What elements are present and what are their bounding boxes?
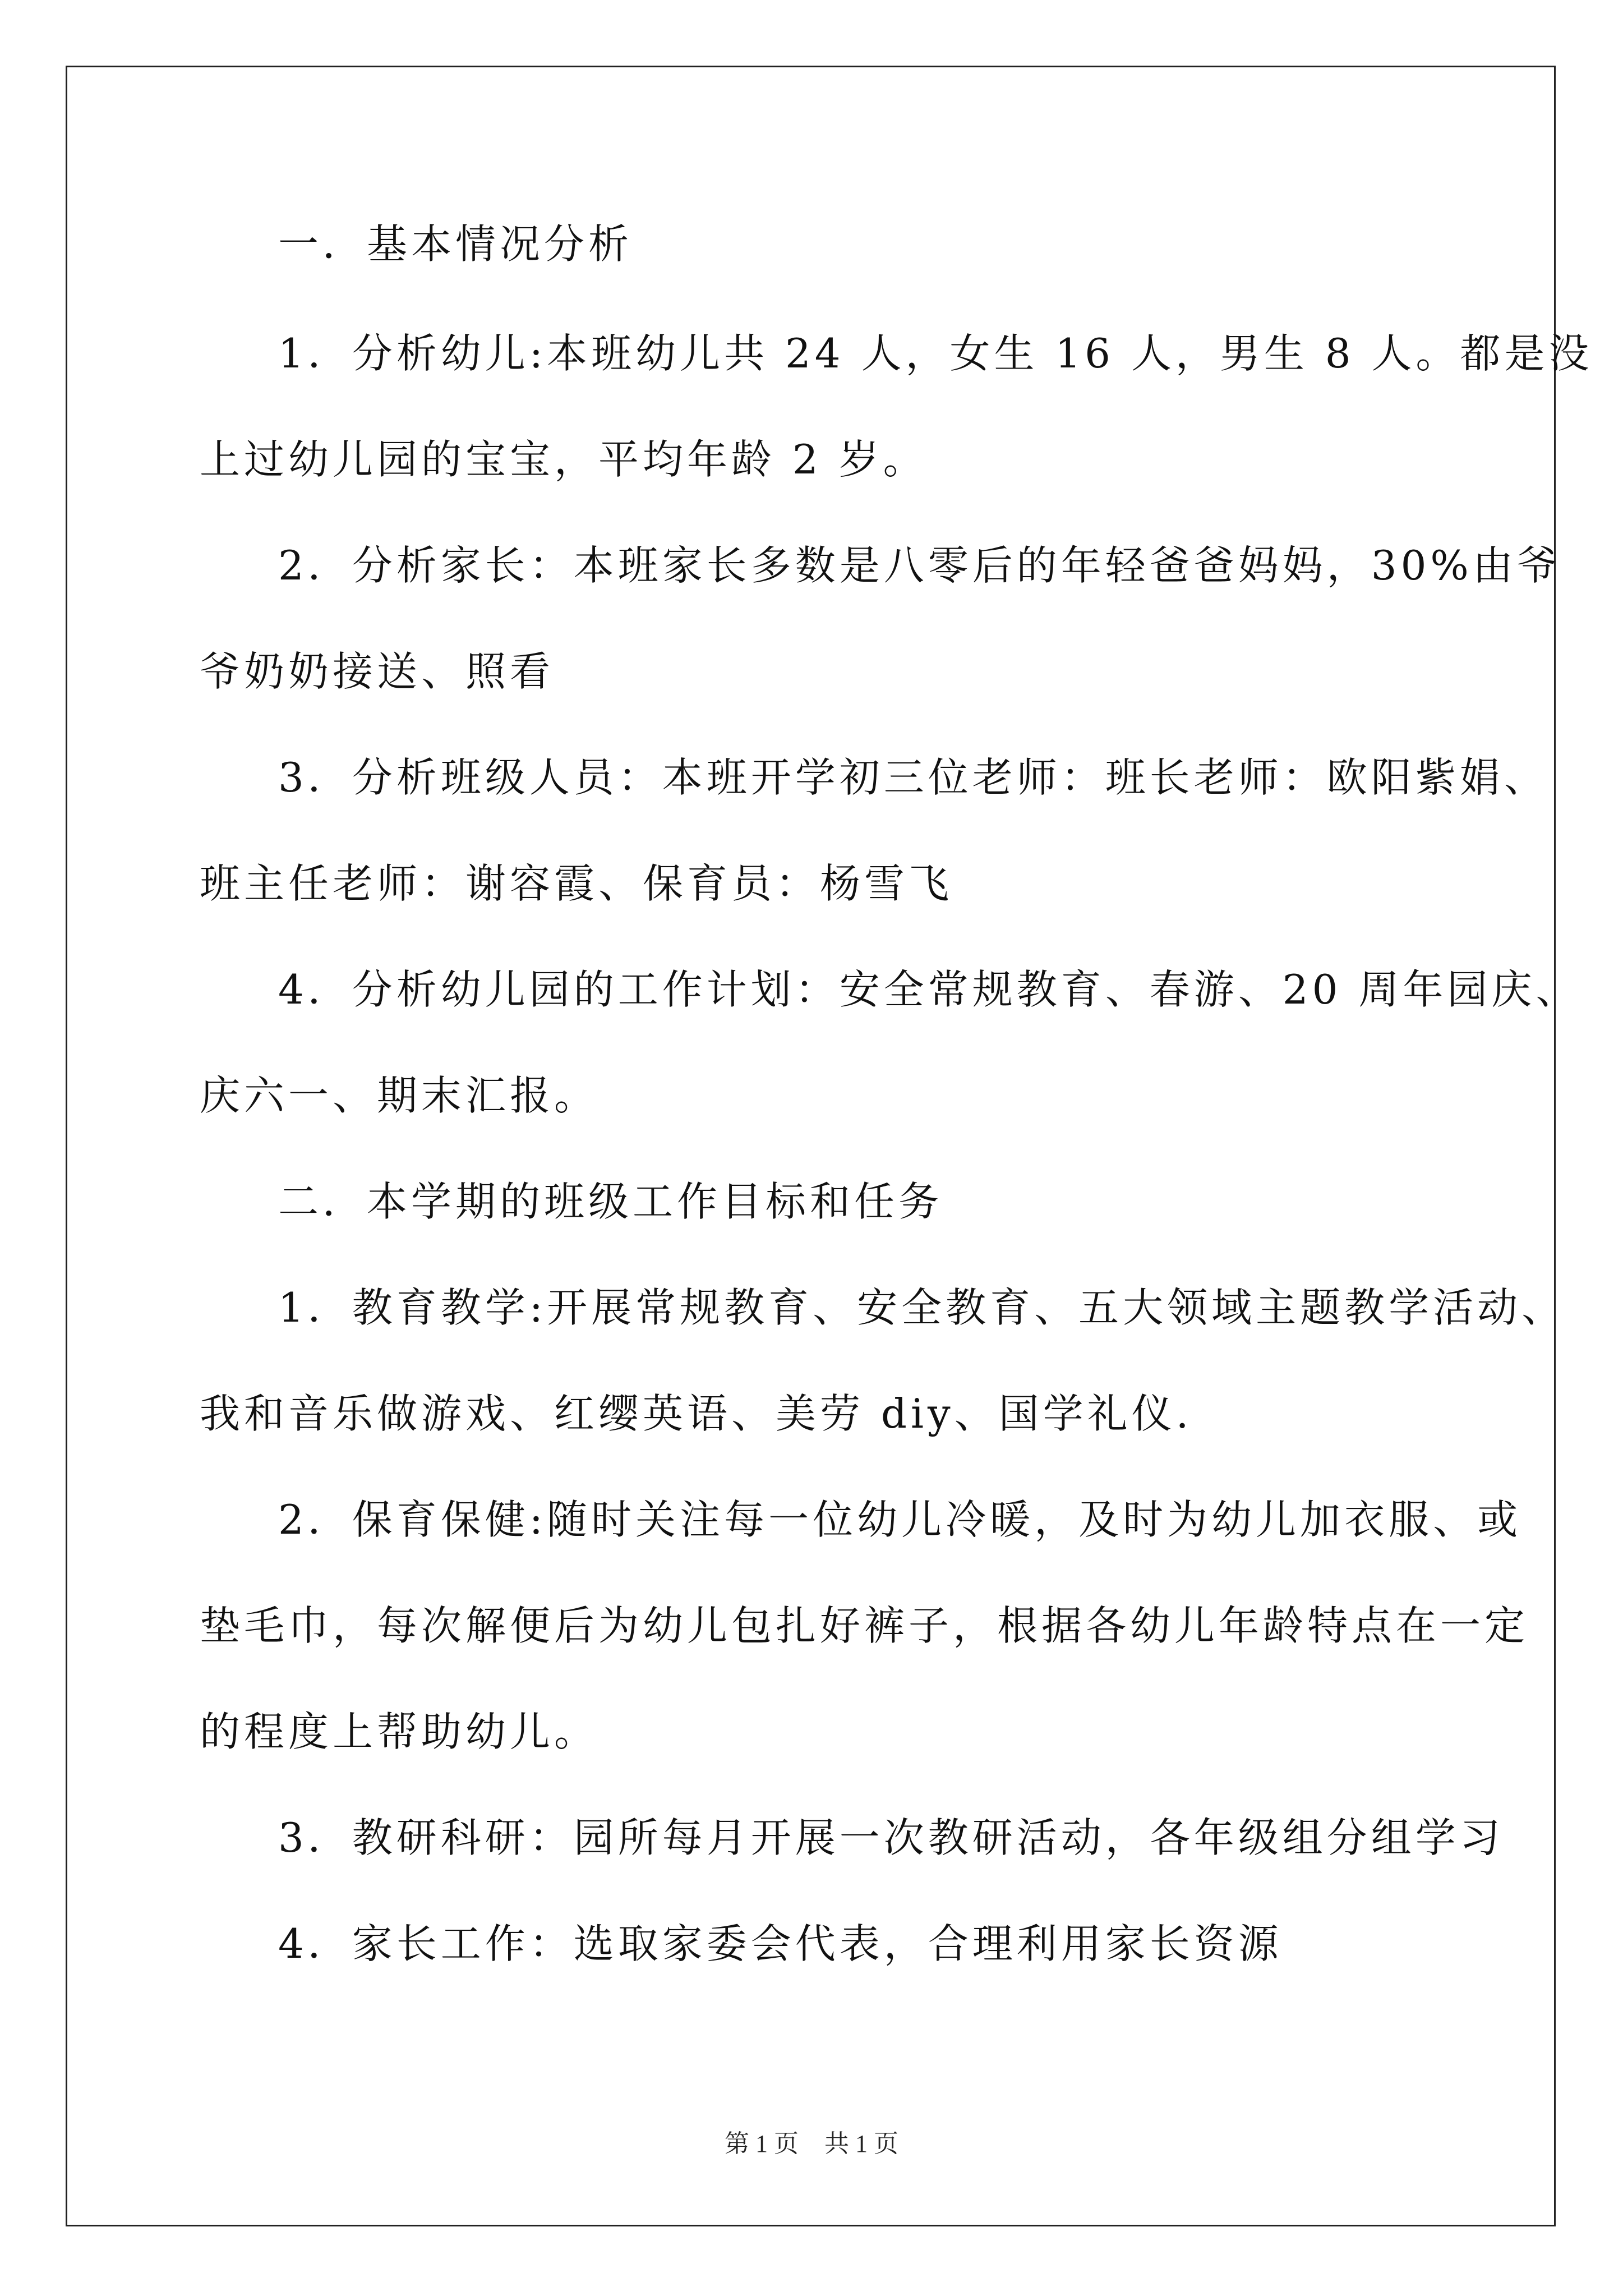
paragraph-line: 爷奶奶接送、照看 [200,648,555,695]
section-heading-2: 二．本学期的班级工作目标和任务 [278,1178,943,1225]
paragraph-line: 4．家长工作：选取家委会代表，合理利用家长资源 [278,1920,1283,1967]
paragraph-line: 我和音乐做游戏、红缨英语、美劳 diy、国学礼仪. [200,1390,1193,1437]
paragraph-line: 1．分析幼儿:本班幼儿共 24 人，女生 16 人，男生 8 人。都是没 [278,330,1593,377]
section-heading-1: 一．基本情况分析 [278,220,633,268]
paragraph-line: 2．保育保健:随时关注每一位幼儿冷暖，及时为幼儿加衣服、或 [278,1496,1522,1543]
page-footer [0,2127,1623,2161]
paragraph-line: 2．分析家长：本班家长多数是八零后的年轻爸爸妈妈，30%由爷 [278,542,1561,589]
paragraph-line: 的程度上帮助幼儿。 [200,1708,599,1755]
paragraph-line: 3．分析班级人员：本班开学初三位老师：班长老师：欧阳紫娟、 [278,754,1548,801]
paragraph-line: 上过幼儿园的宝宝，平均年龄 2 岁。 [200,436,928,483]
page-number: 第 1 页 [725,2130,799,2157]
paragraph-line: 4．分析幼儿园的工作计划：安全常规教育、春游、20 周年园庆、 [278,966,1580,1013]
paragraph-line: 1．教育教学:开展常规教育、安全教育、五大领域主题教学活动、 [278,1284,1566,1331]
page-total: 共 1 页 [824,2130,898,2157]
paragraph-line: 庆六一、期末汇报。 [200,1072,599,1119]
paragraph-line: 班主任老师：谢容霞、保育员：杨雪飞 [200,860,953,907]
paragraph-line: 垫毛巾，每次解便后为幼儿包扎好裤子，根据各幼儿年龄特点在一定 [200,1602,1529,1649]
paragraph-line: 3．教研科研：园所每月开展一次教研活动，各年级组分组学习 [278,1814,1504,1861]
page-border [66,66,1556,2226]
